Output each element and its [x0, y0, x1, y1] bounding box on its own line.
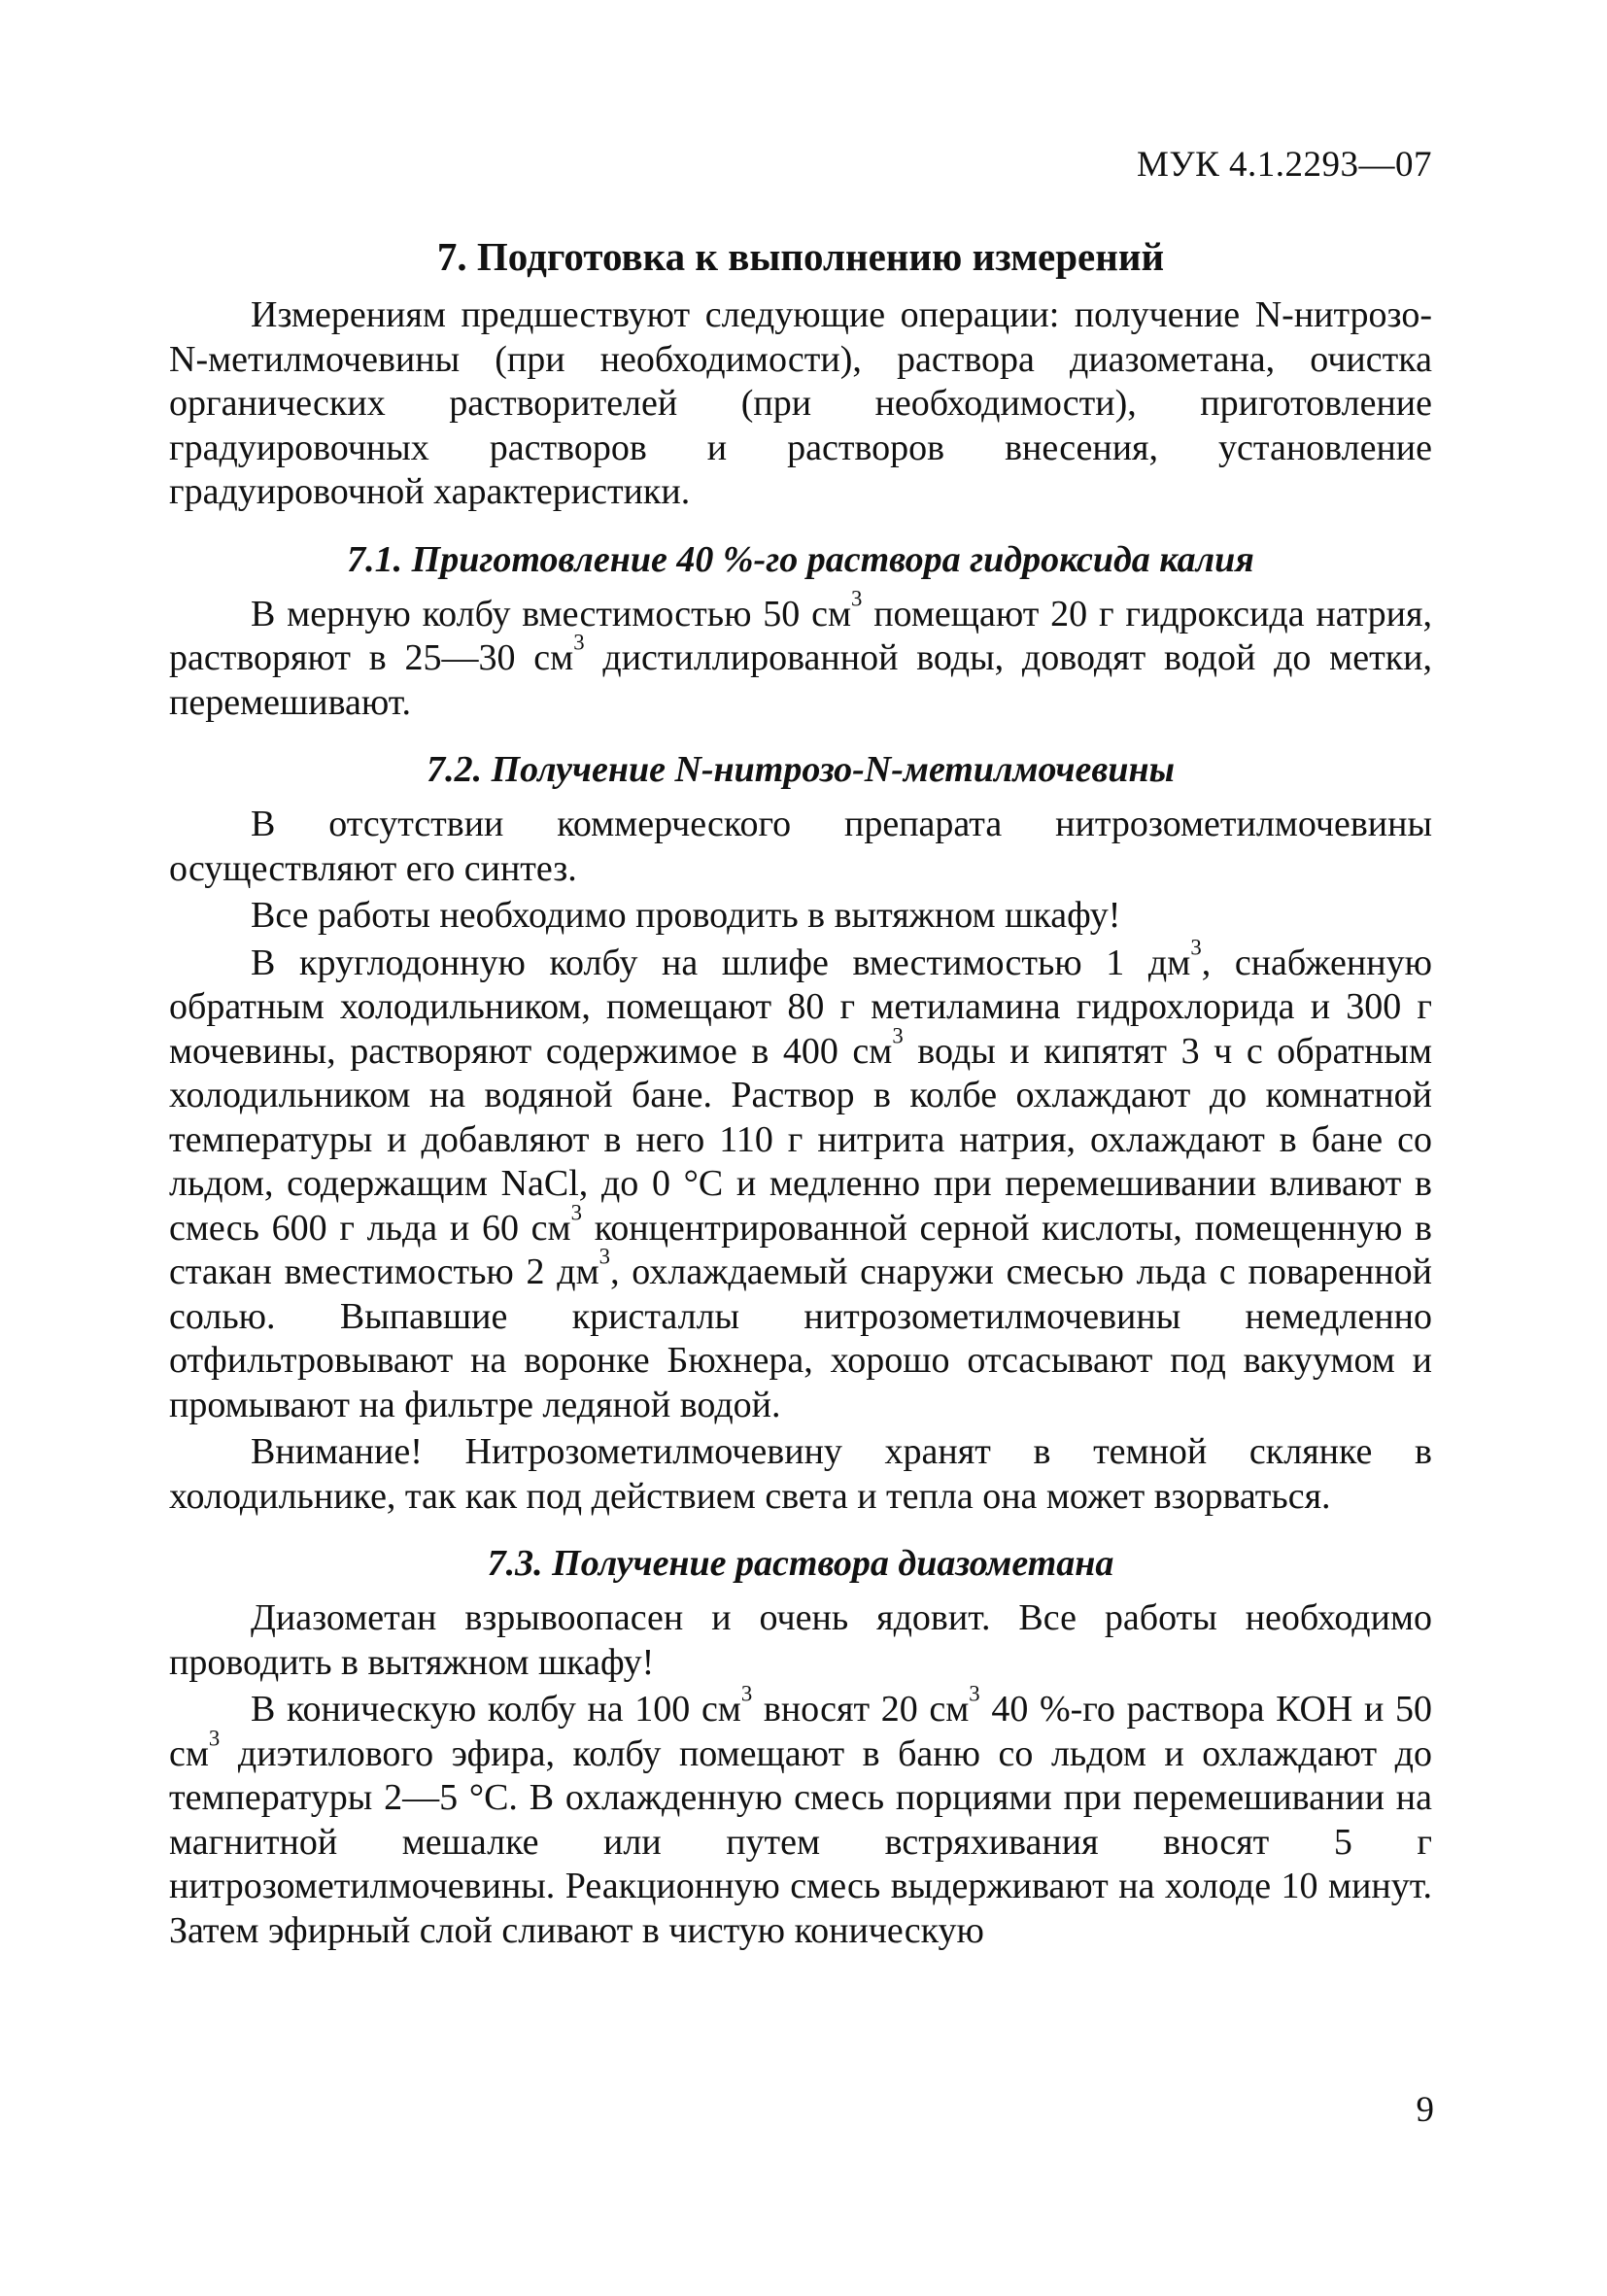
text-run: воды и кипятят 3 ч с обратным холодильником на водяной бане. Раствор в колбе охлаждают до комнатной температуры и добавляют в него 110 г нитрита натрия, охлаждают в бане со льдом, содержащим NaCl, до 0 °С и медленно при перемешивании вливают в смесь 600 г льда и 60 см [169, 1030, 1432, 1249]
text-run: концентрированной серной кислоты, помещенную в стакан вместимостью 2 дм [169, 1207, 1433, 1292]
document-code-header: МУК 4.1.2293—07 [1136, 145, 1432, 185]
section-7-3-title: 7.3. Получение раствора диазометана [487, 1543, 1114, 1584]
text-run: диэтилового эфира, колбу помещают в баню со льдом и охлаждают до температуры 2—5 °С. В охлажденную смесь порциями при перемешивании на магнитной мешалке или путем встряхивания вносят 5 г нитрозометилмочевины. Реакционную смесь выдерживают на холоде 10 минут. Затем эфирный слой сливают в чистую коническую [169, 1732, 1432, 1951]
superscript-cube: 3 [598, 1244, 611, 1269]
section-7-1-title: 7.1. Приготовление 40 %-го раствора гидроксида калия [347, 538, 1254, 580]
text-run: , снабженную обратным холодильником, помещают 80 г метиламина гидрохлорида и 300 г мочевины, растворяют содержимое в 400 см [169, 942, 1432, 1072]
section-7-intro: Измерениям предшествуют следующие операции: получение N-нитрозо-N-метилмочевины (при необходимости), раствора диазометана, очистка органических растворителей (при необходимости), приготовление градуировочных растворов и растворов внесения, установление градуировочной характеристики. [169, 294, 1432, 512]
superscript-cube: 3 [969, 1681, 980, 1706]
section-7-1-paragraph [169, 585, 1432, 726]
text-run: 40 %-го раствора КОН и 50 см [169, 1689, 1432, 1774]
text-run: В круглодонную колбу на шлифе вместимостью 1 дм [251, 942, 1191, 983]
superscript-cube: 3 [851, 585, 863, 610]
section-7-3-paragraph-2 [169, 1681, 1432, 1953]
section-7-2-warning: Внимание! Нитрозометилмочевину хранят в темной склянке в холодильнике, так как под действием света и тепла она может взорваться. [169, 1431, 1432, 1517]
section-7-title: 7. Подготовка к выполнению измерений [436, 234, 1165, 279]
text-run: , охлаждаемый снаружи смесью льда с поваренной солью. Выпавшие кристаллы нитрозометилмочевины немедленно отфильтровывают на воронке Бюхнера, хорошо отсасывают под вакуумом и промывают на фильтре ледяной водой. [169, 1251, 1432, 1425]
section-7-2-paragraph-1: В отсутствии коммерческого препарата нитрозометилмочевины осуществляют его синтез. [169, 804, 1432, 889]
superscript-cube: 3 [740, 1681, 753, 1706]
section-7-2-paragraph-3 [169, 934, 1433, 1428]
text-run: В мерную колбу вместимостью 50 см [251, 593, 851, 634]
text-run: помещают 20 г гидроксида натрия, растворяют в 25—30 см [169, 593, 1432, 678]
superscript-cube: 3 [892, 1022, 904, 1047]
page-number: 9 [1416, 2090, 1434, 2130]
body-text [169, 231, 1432, 1953]
superscript-cube: 3 [570, 1199, 582, 1224]
section-7-2-title: 7.2. Получение N-нитрозо-N-метилмочевины [427, 749, 1175, 790]
text-run: В коническую колбу на 100 см [251, 1689, 741, 1730]
section-7-3-paragraph-1: Диазометан взрывоопасен и очень ядовит. Все работы необходимо проводить в вытяжном шкафу! [169, 1597, 1432, 1683]
superscript-cube: 3 [1190, 934, 1202, 959]
section-7-2-paragraph-2: Все работы необходимо проводить в вытяжном шкафу! [251, 895, 1121, 936]
text-run: дистиллированной воды, доводят водой до метки, перемешивают. [169, 637, 1432, 723]
superscript-cube: 3 [208, 1725, 221, 1750]
text-run: вносят 20 см [752, 1689, 970, 1730]
superscript-cube: 3 [573, 630, 585, 655]
